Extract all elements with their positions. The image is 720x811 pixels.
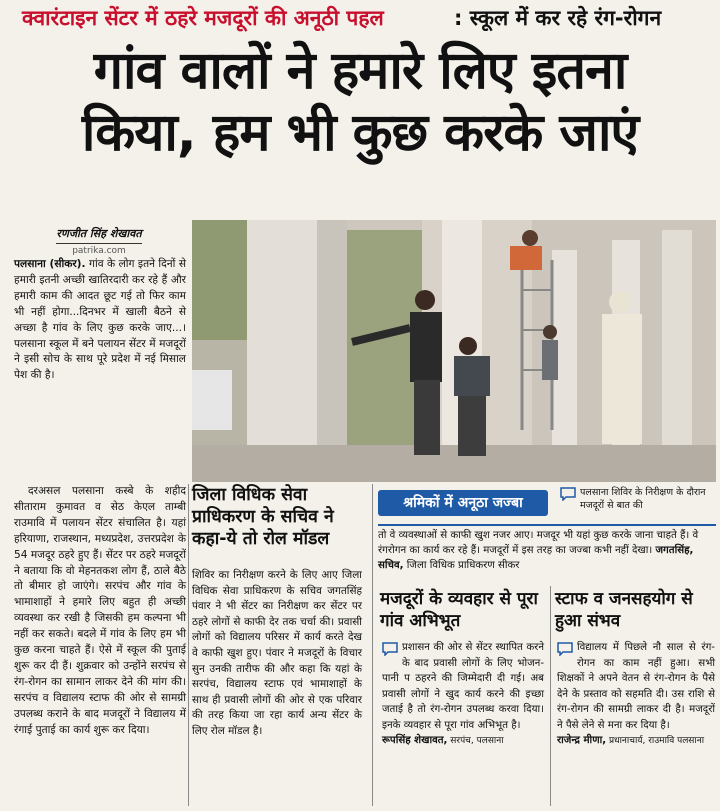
quote-side-text — [560, 486, 716, 512]
headline — [0, 40, 720, 164]
quote-text — [378, 524, 716, 573]
col3-body — [382, 640, 544, 750]
kicker-red: क्वारंटाइन सेंटर में ठहरे मजदूरों की अनूठी पहल — [22, 6, 384, 30]
kicker-line — [0, 0, 720, 40]
col4-signature-role: प्रधानाचार्य, राउमावि पलसाना — [606, 736, 705, 746]
news-photo — [192, 220, 716, 482]
column-rule — [550, 586, 551, 806]
body-text: दरअसल पलसाना कस्बे के शहीद सीताराम कुमावत व सेठ केएल ताम्बी राउमावि में पलायन सेंटर संचालित है। यहां हरियाणा, राजस्थान, मध्यप्रदेश, उत्तरप्रदेश के 54 मजदूर ठहरे हुए हैं। सेंटर पर ठहरे मजदूरों ने बताया कि वो मेहनतकश लोग हैं, ठाले बैठे तो बीमार हो जाएंगे। सरपंच और गांव के भामाशाहों ने हमारे लिए बहुत ही अच्छी व्यवस्था कर रखी है जिसकी हम कल्पना भी नहीं कर सकते। बदले में गांव के लिए हम भी कुछ करना चाहते हैं। ऐसे में स्कूल की पुताई शुरू कर दी हैं। शुक्रवार को उन्होंने सरपंच से रंग-रोगन का सामान लाकर देने की मांग की। सरपंच व विद्यालय स्टाफ की ओर से सामग्री उपलब्ध कराने के बाद मजदूरों ने विद्यालय में रंगाई पुताई का कार्य शुरू कर दिया। — [14, 485, 187, 736]
lead-text: गांव के लोग इतने दिनों से हमारी इतनी अच्छी खातिरदारी कर रहे हैं और हमारी काम की आदत छूट गई तो फिर काम भी नहीं होगा...दिनभर में खाली बैठने से अच्छा है गांव के लिए कुछ करके जाए...। पलसाना स्कूल में बने पलायन सेंटर में मजदूरों ने इसी सोच के साथ पूरे प्रदेश में नई मिसाल पेश की है। — [14, 258, 186, 382]
quote-signature-role: जिला विधिक प्राधिकरण सीकर — [403, 560, 520, 571]
col4-heading: स्टाफ व जनसहयोग से हुआ संभव — [555, 589, 693, 631]
speech-bubble-icon — [557, 642, 573, 656]
body-paragraph — [14, 484, 186, 739]
col4-body — [557, 640, 715, 750]
col3-heading: मजदूरों के व्यवहार से पूरा गांव अभिभूत — [380, 589, 538, 631]
byline-name: रणजीत सिंह शेखावत — [56, 226, 141, 244]
headline-line-1: गांव वालों ने हमारे लिए इतना — [93, 41, 627, 101]
byline-source: patrika.com — [72, 246, 126, 256]
col3-signature-role: सरपंच, पलसाना — [447, 736, 504, 746]
column-rule — [372, 484, 373, 806]
column-rule — [188, 484, 189, 806]
quote-side-sentence: पलसाना शिविर के निरीक्षण के दौरान मजदूरों से बात की — [580, 487, 706, 511]
col3-text: प्रशासन की ओर से सेंटर स्थापित करने के बाद प्रवासी लोगों के लिए भोजन-पानी प ठहरने की जिम्मेदारी दी गई। अब प्रवासी लोगों ने खुद कार्य करने की इच्छा जताई है तो रंग-रोगन उपलब्ध करवा दिया। इनके व्यवहार से पूरा गांव अभिभूत है। — [382, 642, 544, 731]
speech-bubble-icon — [382, 642, 398, 656]
headline-line-2: किया, हम भी कुछ करके जाएं — [81, 103, 639, 163]
lead-paragraph — [14, 257, 186, 384]
byline — [14, 222, 184, 256]
col4-text: विद्यालय में पिछले नौ साल से रंग-रोगन का काम नहीं हुआ। सभी शिक्षकों ने अपने वेतन से रंग-रोगन के पैसे देने के प्रस्ताव को सहमति दी। उस राशि से रंग-रोगन की सामग्री लाकर दी है। मजदूरों ने पैसे लेने से मना कर दिया है। — [557, 642, 715, 731]
quote-signature: जगतसिंह, सचिव, — [378, 545, 694, 571]
col4-signature: राजेन्द्र मीणा, — [557, 735, 607, 746]
quote-badge: श्रमिकों में अनूठा जज्बा — [378, 490, 548, 516]
col3-signature: रूपसिंह शेखावत, — [382, 735, 448, 746]
col2-body: शिविर का निरीक्षण करने के लिए आए जिला विधिक सेवा प्राधिकरण के सचिव जगतसिंह पंवार ने भी सेंटर का निरीक्षण कर सेंटर पर ठहरे लोगों से काफी देर तक चर्चा की। प्रवासी लोगों को विद्यालय परिसर में कार्य करते देख वे काफी खुश हुए। पंवार ने मजदूरों के विचार सुन उनकी तारीफ की और कहा कि यहां के सरपंच, विद्यालय स्टाफ एवं भामाशाहों के साथ ही प्रवासी लोगों की ओर से एक परिवार की तरह किया जा रहा कार्य अन्य सेंटर के लिए रोल मॉडल है। — [192, 569, 362, 737]
quote-box — [378, 484, 716, 576]
col2-heading: जिला विधिक सेवा प्राधिकरण के सचिव ने कहा-ये तो रोल मॉडल — [192, 485, 334, 549]
kicker-black: : स्कूल में कर रहे रंग-रोगन — [454, 6, 662, 30]
speech-bubble-icon — [560, 487, 576, 501]
dateline: पलसाना (सीकर). — [14, 258, 86, 270]
photo-workers-painting-school — [192, 220, 716, 482]
quote-body: तो वे व्यवस्थाओं से काफी खुश नजर आए। मजदूर भी यहां कुछ करके जाना चाहते हैं। वे रंगरोगन का कार्य कर रहे हैं। मजदूरों में इस तरह का जज्बा कभी नहीं देखा। — [378, 530, 699, 556]
